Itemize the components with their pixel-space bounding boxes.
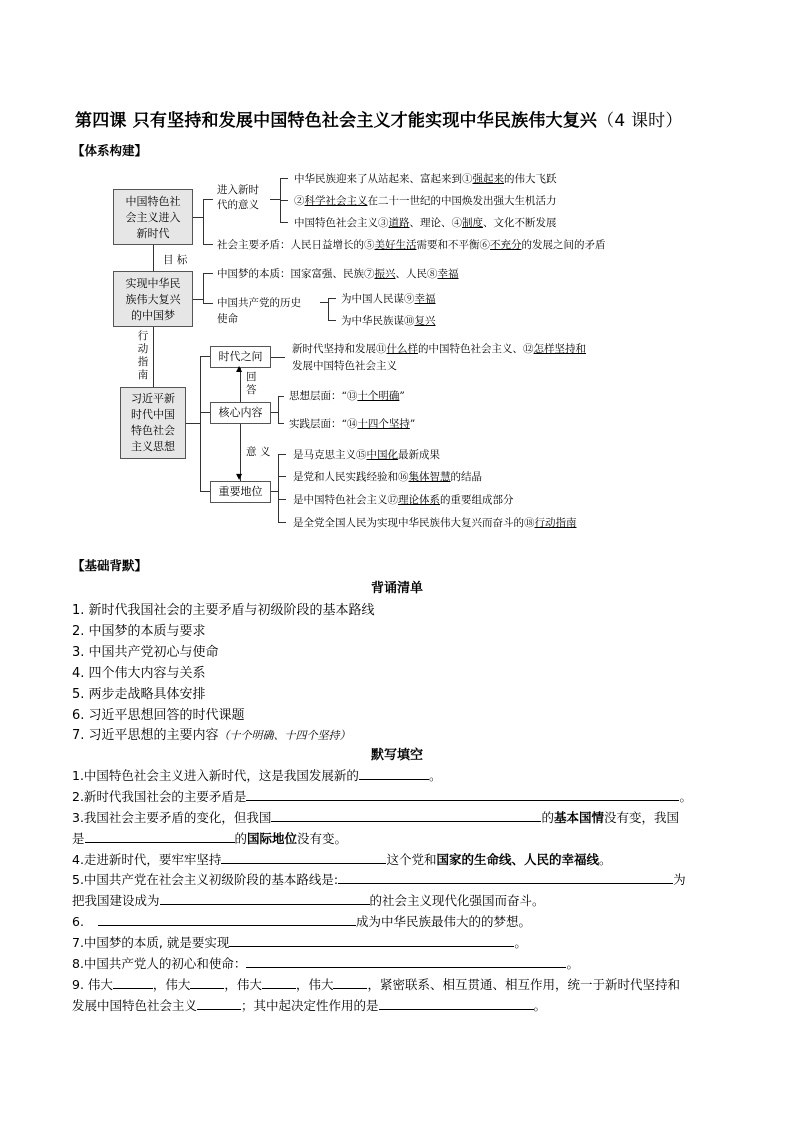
list-item: 5. 两步走战略具体安排 <box>72 687 206 702</box>
title-hours: （4 课时） <box>597 111 683 131</box>
answer-blank[interactable] <box>197 997 241 1010</box>
text-scientific-socialism: ②科学社会主义在二十一世纪的中国焕发出强大生机活力 <box>294 195 557 207</box>
list-item: 1. 新时代我国社会的主要矛盾与初级阶段的基本路线 <box>72 603 375 618</box>
answer-blank[interactable] <box>85 830 235 843</box>
box-new-era: 中国特色社 会主义进入 新时代 <box>113 189 193 245</box>
text-path-theory: 中国特色社会主义③道路、理论、④制度、文化不断发展 <box>294 217 557 229</box>
text-status-4: 是全党全国人民为实现中华民族伟大复兴而奋斗的⑱行动指南 <box>293 517 577 529</box>
text-ideology-level: 思想层面：“⑬十个明确” <box>289 390 405 402</box>
fill-in-title: 默写填空 <box>370 748 423 763</box>
fill-question-5-cont: 把我国建设成为 的社会主义现代化强国而奋斗。 <box>72 893 545 908</box>
section-heading-system: 【体系构建】 <box>72 143 148 158</box>
answer-blank[interactable] <box>271 809 541 822</box>
page-title: 第四课 只有坚持和发展中国特色社会主义才能实现中华民族伟大复兴（4 课时） <box>75 111 683 131</box>
label-answer: 回 答 <box>246 371 257 396</box>
text-status-2: 是党和人民实践经验和⑯集体智慧的结晶 <box>293 471 482 483</box>
answer-blank[interactable] <box>379 997 534 1010</box>
list-item: 2. 中国梦的本质与要求 <box>72 624 206 639</box>
answer-blank[interactable] <box>333 976 367 989</box>
fill-question-4: 4.走进新时代，要牢牢坚持 这个党和国家的生命线、人民的幸福线。 <box>72 852 612 867</box>
box-core-content: 核心内容 <box>210 402 271 424</box>
text-dream-essence: 中国梦的本质：国家富强、民族⑦振兴、人民⑧幸福 <box>217 268 459 280</box>
label-goal: 目 标 <box>163 254 188 266</box>
answer-blank[interactable] <box>160 892 370 905</box>
answer-blank[interactable] <box>229 934 514 947</box>
answer-blank[interactable] <box>246 788 679 801</box>
list-item: 6. 习近平思想回答的时代课题 <box>72 708 245 723</box>
answer-blank[interactable] <box>359 767 429 780</box>
fill-question-7: 7.中国梦的本质, 就是要实现 。 <box>72 935 527 950</box>
fill-question-2: 2.新时代我国社会的主要矛盾是 。 <box>72 789 692 804</box>
fill-question-3: 3.我国社会主要矛盾的变化，但我国 的基本国情没有变，我国 <box>72 810 679 825</box>
arrow-up-icon: ▲ <box>236 364 243 373</box>
fill-question-5: 5.中国共产党在社会主义初级阶段的基本路线是: 为 <box>72 872 686 887</box>
arrow-down-icon: ▼ <box>236 472 243 481</box>
fill-question-6: 6. 成为中华民族最伟大的的梦想。 <box>72 914 531 929</box>
label-meaning: 意 义 <box>246 446 271 458</box>
list-item: 7. 习近平思想的主要内容（十个明确、十四个坚持） <box>72 728 351 743</box>
fill-question-1: 1.中国特色社会主义进入新时代，这是我国发展新的 。 <box>72 768 442 783</box>
answer-blank[interactable] <box>338 871 673 884</box>
text-era-question: 新时代坚持和发展⑪什么样的中国特色社会主义、⑫怎样坚持和 发展中国特色社会主义 <box>292 343 586 372</box>
fill-question-9-cont: 发展中国特色社会主义 ；其中起决定性作用的是 。 <box>72 998 547 1013</box>
fill-question-3-cont: 是 的国际地位没有变。 <box>72 831 348 846</box>
list-item: 3. 中国共产党初心与使命 <box>72 645 219 660</box>
fill-question-8: 8.中国共产党人的初心和使命： 。 <box>72 956 579 971</box>
answer-blank[interactable] <box>262 976 296 989</box>
answer-blank[interactable] <box>190 976 224 989</box>
box-important-status: 重要地位 <box>210 481 271 503</box>
text-mission-nation: 为中华民族谋⑩复兴 <box>341 315 436 327</box>
answer-blank[interactable] <box>246 955 566 968</box>
text-practice-level: 实践层面：“⑭十四个坚持” <box>289 418 416 430</box>
recite-list-title: 背诵清单 <box>370 581 423 596</box>
text-main-contradiction: 社会主要矛盾：人民日益增长的⑤美好生活需要和不平衡⑥不充分的发展之间的矛盾 <box>217 239 606 251</box>
text-status-1: 是马克思主义⑮中国化最新成果 <box>293 449 440 461</box>
label-historic-mission: 中国共产党的历史 使命 <box>217 297 301 325</box>
label-action-guide: 行 动 指 南 <box>137 330 149 381</box>
list-item: 4. 四个伟大内容与关系 <box>72 666 206 681</box>
box-xi-thought: 习近平新 时代中国 特色社会 主义思想 <box>120 387 186 459</box>
label-significance: 进入新时 代的意义 <box>217 184 259 211</box>
fill-question-9: 9. 伟大 ，伟大 ，伟大 ，伟大 ，紧密联系、相互贯通、相互作用，统一于新时代坚持和 <box>72 977 680 992</box>
box-china-dream: 实现中华民 族伟大复兴 的中国梦 <box>113 271 193 327</box>
answer-blank[interactable] <box>113 976 153 989</box>
answer-blank[interactable] <box>221 851 386 864</box>
box-era-question: 时代之问 <box>210 346 271 368</box>
text-status-3: 是中国特色社会主义⑰理论体系的重要组成部分 <box>293 494 514 506</box>
answer-blank[interactable] <box>98 913 356 926</box>
section-heading-basics: 【基础背默】 <box>72 558 148 573</box>
text-mission-people: 为中国人民谋⑨幸福 <box>341 293 436 305</box>
handwritten-note: （十个明确、十四个坚持） <box>218 729 351 742</box>
text-leap: 中华民族迎来了从站起来、富起来到①强起来的伟大飞跃 <box>294 173 557 185</box>
